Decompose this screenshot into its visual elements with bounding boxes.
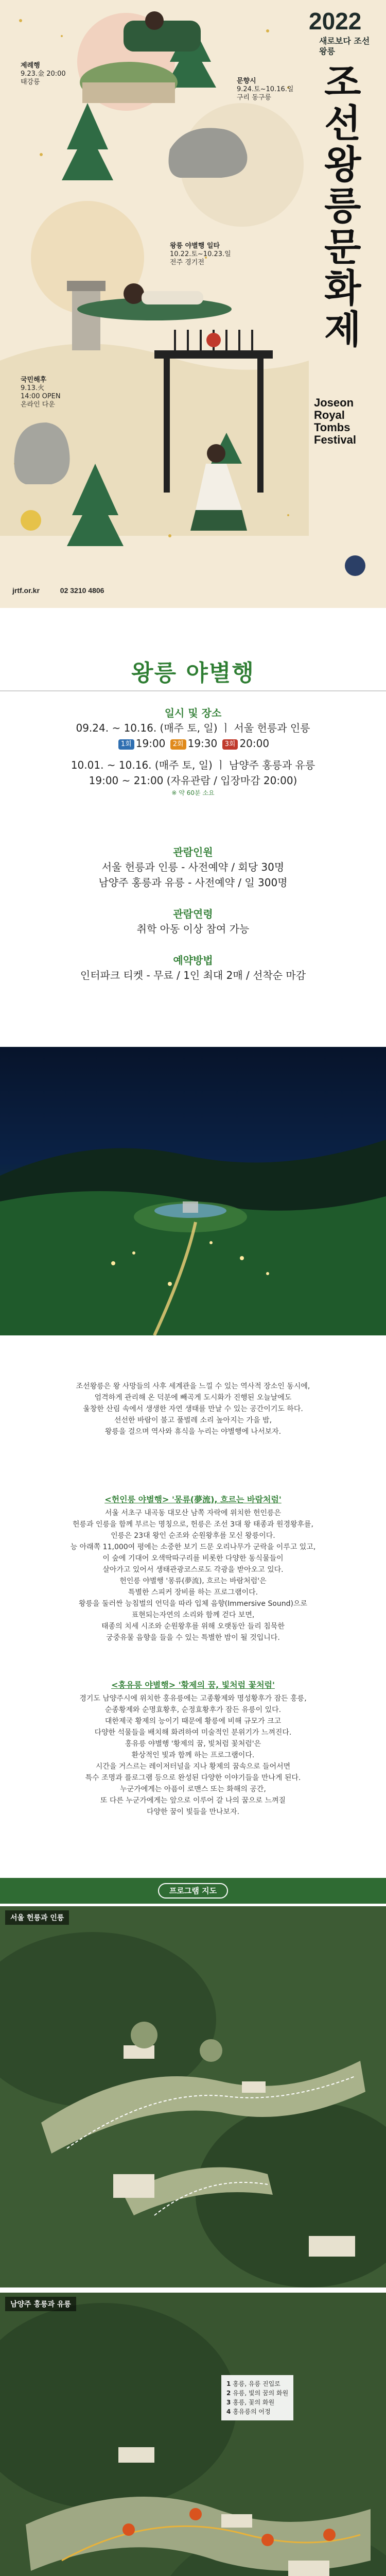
age-section (0, 907, 386, 937)
map-hunreung-aerial (0, 1906, 386, 2287)
legend-item-3: 3 홍릉, 꽃의 화원 (226, 2399, 275, 2406)
poster-event-1: 제례행 9.23.金 20:00 태강릉 (21, 62, 66, 86)
map-hunreung (0, 1906, 386, 2287)
schedule-note: ※ 약 60분 소요 (171, 789, 215, 796)
hunreung-section: <헌인릉 야별행> '몽류(夢流), 흐르는 바람처럼' 서울 서초구 내곡동 대모산 남쪽 자락에 위치한 헌인릉은 헌릉과 인릉을 함께 부르는 명칭으로, 헌릉은 조선 3대 왕 태종과 원경왕후를, 인릉은 23대 왕인 순조와 순원왕후를 모신 왕릉이다. 능 아래쪽 11,000여 평에는 소중한 보기 드문 오리나무가 군락을 이루고 있고, 이 숲에 기대어 오색딱따구리를 비롯한 다양한 동식물들이 살아가고 있어서 생태관광코스로도 각광을 받아오고 있다. 헌인릉 야별행 '몽류(夢流), 흐르는 바람처럼'은 특별한 스피커 장비를 하는 프로그램이다. 왕릉을 둘러싼 능침벌의 언덕을 따라 입체 음향(Immersive Sound)으로 표현되는자연의 소리와 함께 걷다 보면, 태종의 치세 시조와 순원왕후를 위해 오랫동안 들리 침묵한 궁중유물 음향을 들을 수 있는 특별한 밤이 될 것입니다. (0, 1494, 386, 1643)
booking-section (0, 953, 386, 983)
audience-line-2: 남양주 홍릉과 유릉 - 사전예약 / 일 300명 (98, 876, 288, 889)
legend-item-4: 4 홍유릉의 어정 (226, 2408, 271, 2415)
poster-event-3: 왕릉 야별행 일타 10.22.토~10.23.일 전주 경기전 (170, 242, 231, 266)
hunreung-heading: <헌인릉 야별행> '몽류(夢流), 흐르는 바람처럼' (104, 1495, 282, 1504)
booking-heading: 예약방법 (173, 954, 213, 967)
age-heading: 관람연령 (173, 908, 213, 920)
map-section-label: 프로그램 지도 (158, 1883, 228, 1899)
audience-line-1: 서울 헌릉과 인릉 - 사전예약 / 회당 30명 (101, 861, 285, 873)
legend-item-2: 2 유릉, 빛의 꿈의 화원 (226, 2389, 289, 2397)
poster-subtitle: 새로보다 조선왕릉 (319, 36, 370, 56)
booking-line-1: 인터파크 티켓 - 무료 / 1인 최대 2매 / 선착순 마감 (80, 969, 306, 981)
audience-heading: 관람인원 (173, 846, 213, 858)
poster-phone: 02 3210 4806 (60, 586, 104, 595)
schedule-slots (0, 736, 386, 751)
map-hongyureung-label: 남양주 홍릉과 유릉 (5, 2297, 76, 2311)
slot-badge-3: 3회 (222, 739, 238, 750)
slot-badge-1: 1회 (118, 739, 134, 750)
slot-time-2: 19:30 (187, 737, 218, 750)
poster-event-4: 국민해후 9.13.火 14:00 OPEN 온라인 다운 (21, 376, 61, 409)
hongyureung-section: <홍유릉 야별행> '황제의 꿈, 빛처럼 꽃처럼' 경기도 남양주시에 위치한 홍유릉에는 고종황제와 명성황후가 잠든 홍릉, 순종황제와 순명효황후, 순정효황후가 잠든 유릉이 있다. 대한제국 황제의 능이기 때문에 황릉에 비해 규모가 크고 다양한 석물들을 배치해 화려하여 미술적인 분위기가 느껴진다. 홍유릉 야별행 '황제의 꿈, 빛처럼 꽃처럼'은 환상적인 빛과 함께 하는 프로그램이다. 시간을 거스르는 레이저터널을 지나 황제의 꿈속으로 들어서면 특수 조명과 플로그램 등으로 완성된 다양한 이야기들을 만나게 된다. 누군가에게는 아픔이 로맨스 또는 화해의 공간, 또 다른 누군가에게는 앞으로 이루어 갈 나의 꿈으로 느껴질 다양한 꿈이 빛들을 만나보자. (0, 1680, 386, 1818)
map-hongyureung (0, 2293, 386, 2576)
night-photo-illustration (0, 1047, 386, 1335)
audience-section (0, 845, 386, 890)
poster-footer (12, 586, 122, 595)
schedule-section (0, 706, 386, 798)
poster-event-2: 문향시 9.24.토~10.16.일 구리 동구릉 (237, 77, 294, 101)
intro-paragraph: 조선왕릉은 왕 사망들의 사후 세계관을 느낄 수 있는 역사적 장소인 동시에, 엄격하게 관리해 온 덕분에 빼곡게 도시화가 진행된 오늘날에도 울창한 산림 속에서 생생한 자연 생태를 만날 수 있는 공간이기도 하다. 선선한 바람이 불고 풀벌레 소리 높아지는 가을 밤, 왕릉을 걸으며 역사와 휴식을 누리는 야별행에 나서보자. (76, 1382, 310, 1436)
map-hongyureung-aerial (0, 2293, 386, 2576)
map-legend (221, 2375, 293, 2420)
slot-time-1: 19:00 (135, 737, 166, 750)
schedule-line-1: 09.24. ~ 10.16. (매주 토, 일) ㅣ 서울 헌릉과 인릉 (76, 722, 310, 734)
schedule-heading: 일시 및 장소 (164, 707, 222, 719)
poster-title: 조선왕릉문화제 (324, 60, 361, 352)
poster-year: 2022 (309, 8, 362, 35)
slot-time-3: 20:00 (239, 737, 270, 750)
festival-poster (0, 0, 386, 608)
title-divider (0, 690, 386, 691)
map-section-bar (0, 1878, 386, 1904)
schedule-line-3: 19:00 ~ 21:00 (자유관람 / 입장마감 20:00) (89, 774, 297, 787)
age-line-1: 취학 아동 이상 참여 가능 (136, 923, 250, 935)
government-emblem-icon (345, 555, 365, 576)
slot-badge-2: 2회 (170, 739, 186, 750)
page-title: 왕릉 야별행 (131, 660, 255, 686)
poster-english-title: Joseon Royal Tombs Festival (314, 396, 356, 446)
hongyureung-heading: <홍유릉 야별행> '황제의 꿈, 빛처럼 꽃처럼' (111, 1680, 275, 1690)
legend-item-1: 1 홍릉, 유릉 진입로 (226, 2380, 280, 2387)
map-hunreung-label: 서울 헌릉과 인릉 (5, 1910, 69, 1925)
schedule-line-2: 10.01. ~ 10.16. (매주 토, 일) ㅣ 남양주 홍릉과 유릉 (71, 759, 315, 771)
night-event-photo (0, 1047, 386, 1335)
poster-url[interactable]: jrtf.or.kr (12, 586, 40, 595)
